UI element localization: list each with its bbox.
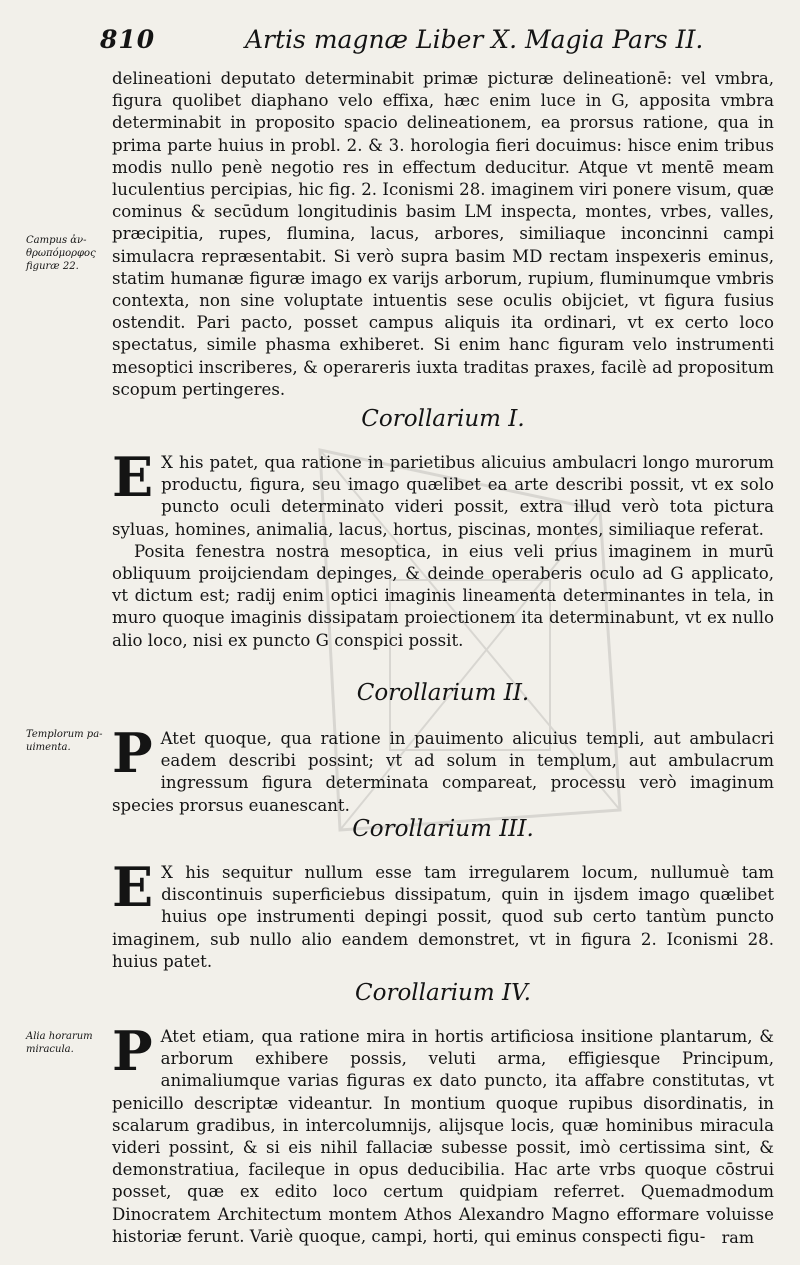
drop-cap: P [112, 721, 153, 785]
drop-cap: P [112, 1019, 153, 1083]
section-paragraph: Atet etiam, qua ratione mira in hortis artificiosa insitione plantarum, & arborum exhibere possis, veluti arma, effigiesque Principum, animaliumque varias figuras ex dato puncto, ita affabre constitutas, vt penicillo descriptæ videantur. In montium quoque rupibus disordinatis, in scalarum gradibus, in intercolumnijs, alijsque locis, quæ hominibus miracula videri possint, & si eis nihil fallaciæ subesse possit, imò certissima sint, & demonstratiua, facileque in opus deducibilia. Hac arte vrbs quoque cōstrui posset, quæ ex edito loco certum quidpiam referret. Quemadmodum Dinocratem Architectum montem Athos Alexandro Magno efformare voluisse historiæ ferunt. Variè quoque, campi, horti, qui eminus conspecti figu- [112, 1027, 774, 1246]
section-heading: Corollarium II. [356, 680, 530, 706]
catchword: ram [721, 1228, 754, 1247]
page-number: 810 [100, 25, 156, 54]
section-paragraph: Posita fenestra nostra mesoptica, in eius veli prius imaginem in murū obliquum proijciendam depinges, & deinde operaberis oculo ad G applicato, vt dictum est; radij enim optici imaginis lineamenta determinantes in tela, in muro quoque imaginis dissipatam proiectionem ita determinabunt, vt ex nullo alio loco, nisi ex puncto G conspici possit. [112, 541, 774, 650]
intro-paragraph: delineationi deputato determinabit primæ picturæ delineationē: vel vmbra, figura quolibet diaphano velo effixa, hæc enim luce in G, apposita vmbra determinabit in proposito spacio delineationem, ea prorsus ratione, qua in prima parte huius in probl. 2. & 3. horologia fieri docuimus: hisce enim tribus modis nullo penè negotio res in effectum deducitur. Atque vt mentē meam luculentius percipias, hic fig. 2. Iconismi 28. imaginem viri ponere visum, quæ cominus & secūdum longitudinis basim LM inspecta, montes, vrbes, valles, præcipitia, rupes, flumina, lacus, arbores, similiaque inconcinni campi simulacra repræsentabit. Si verò supra basim MD rectam inspexeris eminus, statim humanæ figuræ imago ex varijs arborum, rupium, fluminumque vmbris contexta, non sine voluptate intuentis sese oculis obijciet, vt figura fusius ostendit. Pari pacto, posset campus aliquis ita ordinari, vt ex certo loco spectatus, simile phasma exhiberet. Si enim hanc figuram velo instrumenti mesoptici inscriberes, & operareris iuxta traditas praxes, facilè ad propositum scopum pertingeres. [112, 69, 774, 399]
intro-paragraph-block [112, 68, 774, 401]
section-body [112, 855, 774, 973]
section-body [112, 721, 774, 817]
running-title: Artis magnæ Liber X. Magia Pars II. [245, 25, 704, 54]
drop-cap: E [112, 445, 154, 509]
section-heading: Corollarium III. [352, 816, 534, 842]
page-footer [120, 1228, 760, 1258]
section-body [112, 445, 774, 652]
drop-cap: E [112, 855, 154, 919]
section-paragraph: Atet quoque, qua ratione in pauimento alicuius templi, aut ambulacri eadem describi possint; vt ad solum in templum, aut ambulacrum ingressum figura determinata compareat, processu verò imaginum species prorsus euanescant. [112, 729, 774, 815]
margin-note: Templorum pa-uimenta. [26, 729, 103, 753]
section-heading: Corollarium I. [361, 406, 525, 432]
section-heading: Corollarium IV. [355, 980, 531, 1006]
margin-note: Alia horarum miracula. [26, 1031, 93, 1055]
running-header [100, 22, 740, 58]
section-paragraph: X his sequitur nullum esse tam irregularem locum, nullumuè tam discontinuis superficiebus dissipatum, quin in ijsdem imago quælibet huius ope instrumenti depingi possit, quod sub certo tantùm puncto imaginem, sub nullo alio eandem demonstret, vt in figura 2. Iconismi 28. huius patet. [112, 863, 774, 971]
section-paragraph: X his patet, qua ratione in parietibus alicuius ambulacri longo murorum productu, figura, seu imago quælibet ea arte describi possit, vt ex solo puncto oculi determinato videri possit, extra illud verò tota pictura syluas, homines, animalia, lacus, hortus, piscinas, montes, similiaque referat. [112, 453, 774, 539]
margin-note: Campus ἀν-θρωπόμορφος figuræ 22. [26, 235, 96, 272]
section-body [112, 1019, 774, 1248]
